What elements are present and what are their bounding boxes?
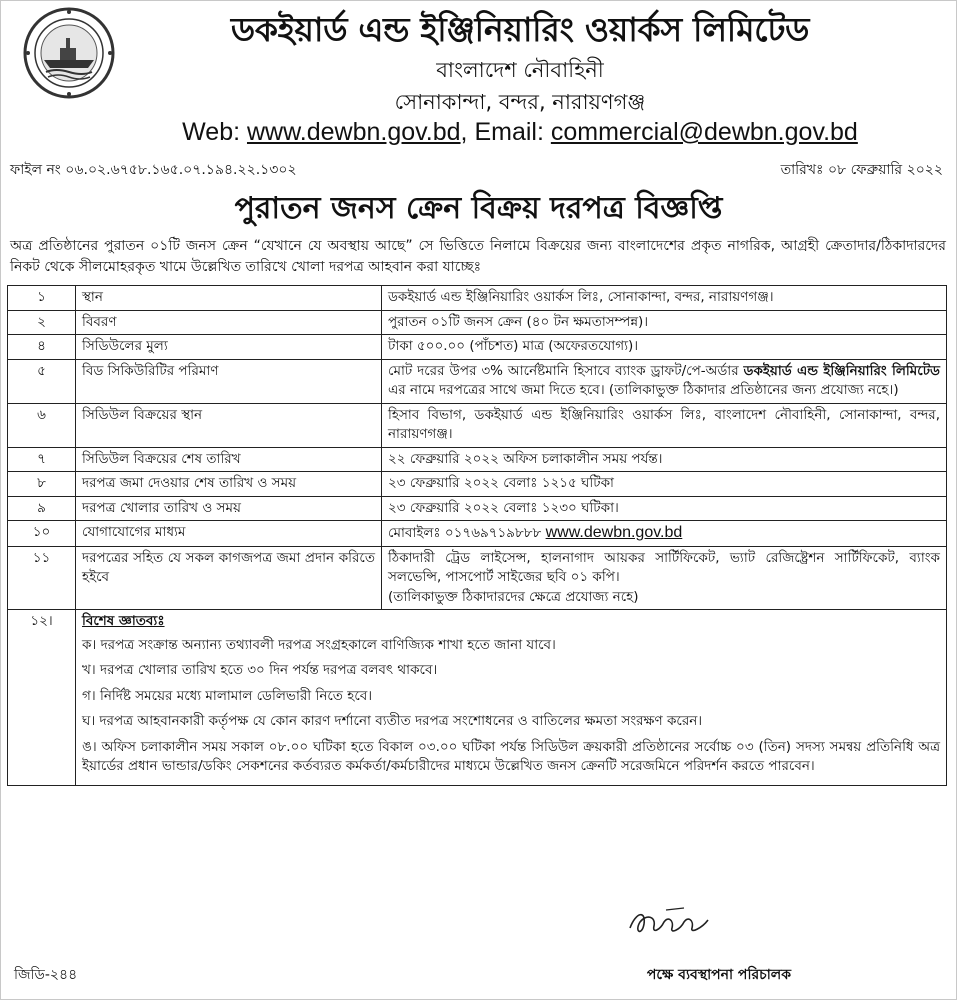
row-number: ১ [8,286,76,311]
row-number: ১০ [8,521,76,547]
row-label: সিডিউল বিক্রয়ের স্থান [76,403,382,447]
table-row [8,286,947,311]
table-row [8,403,947,447]
row-label: যোগাযোগের মাধ্যম [76,521,382,547]
notice-title: পুরাতন জনস ক্রেন বিক্রয় দরপত্র বিজ্ঞপ্তি [234,191,723,226]
special-note-item: খ। দরপত্র খোলার তারিখ হতে ৩০ দিন পর্যন্ত দরপত্র বলবৎ থাকবে। [82,662,438,678]
row-number: ৫ [8,359,76,403]
row-number: ৪ [8,335,76,360]
row-label: দরপত্র জমা দেওয়ার শেষ তারিখ ও সময় [76,472,382,497]
signature [626,906,726,942]
table-row [8,335,947,360]
email-label: , Email: [460,118,551,146]
row-value: হিসাব বিভাগ, ডকইয়ার্ড এন্ড ইঞ্জিনিয়ারিং ওয়ার্কস লিঃ, বাংলাদেশ নৌবাহিনী, সোনাকান্দা, বন্দর, নারায়ণগঞ্জ। [382,403,947,447]
row-number: ৯ [8,496,76,521]
row-label: সিডিউলের মুল্য [76,335,382,360]
row-number: ৮ [8,472,76,497]
gd-number: জিডি-২৪৪ [14,967,78,983]
row-label: স্থান [76,286,382,311]
table-row [8,310,947,335]
row-value: ২৩ ফেব্রুয়ারি ২০২২ বেলাঃ ১২১৫ ঘটিকা [382,472,947,497]
dockyard-logo [22,6,116,100]
row-label: দরপত্র খোলার তারিখ ও সময় [76,496,382,521]
email-link[interactable]: commercial@dewbn.gov.bd [550,118,858,146]
row-label: সিডিউল বিক্রয়ের শেষ তারিখ [76,447,382,472]
special-notes-row [8,610,947,786]
row-number: ৭ [8,447,76,472]
table-row [8,521,947,547]
file-number: ফাইল নং ০৬.০২.৬৭৫৮.১৬৫.০৭.১৯৪.২২.১৩০২ [10,162,297,178]
row-number: ৬ [8,403,76,447]
row-number: ১১ [8,546,76,610]
table-row [8,496,947,521]
row-value: ২৩ ফেব্রুয়ারি ২০২২ বেলাঃ ১২৩০ ঘটিকা। [382,496,947,521]
special-notes-cell [76,610,947,786]
special-note-item: ঙ। অফিস চলাকালীন সময় সকাল ০৮.০০ ঘটিকা হতে বিকাল ০৩.০০ ঘটিকা পর্যন্ত সিডিউল ক্রয়কারী প্রতিষ্ঠানের সর্বোচ্চ ০৩ (তিন) সদস্য সমন্বয় প্রতিনিধি অত্র ইয়ার্ডের প্রধান ভান্ডার/ডকিং সেকশনের কর্তব্যরত কর্মকর্তা/কর্মচারীদের মাধ্যমে উল্লেখিত জনস ক্রেনটি সরেজমিনে পরিদর্শন করতে পারবেন। [82,738,940,774]
row-value: পুরাতন ০১টি জনস ক্রেন (৪০ টন ক্ষমতাসম্পন্ন)। [382,310,947,335]
bid-security-text-end: এর নামে দরপত্রের সাথে জমা দিতে হবে। (তালিকাভুক্ত ঠিকাদার প্রতিষ্ঠানের জন্য প্রযোজ্য নহে।) [388,382,899,398]
special-note-item: ক। দরপত্র সংক্রান্ত অন্যান্য তথ্যাবলী দরপত্র সংগ্রহকালে বাণিজ্যিক শাখা হতে জানা যাবে। [82,636,556,653]
row-value: টাকা ৫০০.০০ (পাঁচশত) মাত্র (অফেরতযোগ্য)। [382,335,947,360]
required-documents-note: (তালিকাভুক্ত ঠিকাদারদের ক্ষেত্রে প্রযোজ্য নহে) [388,588,639,605]
mobile-number: মোবাইলঃ ০১৭৬৯৭১৯৮৮৮ [388,525,546,541]
table-row [8,447,947,472]
intro-paragraph: অত্র প্রতিষ্ঠানের পুরাতন ০১টি জনস ক্রেন “যেখানে যে অবস্থায় আছে” সে ভিত্তিতে নিলামে বিক্রয়ের জন্য বাংলাদেশের প্রকৃত নাগরিক, আগ্রহী ক্রেতাদার/ঠিকাদারদের নিকট থেকে সীলমোহরকৃত খামে উল্লেখিত তারিখে খোলা দরপত্র আহবান করা যাচ্ছেঃ [10,238,946,275]
bid-security-text: মোট দরের উপর ৩% আর্নেষ্টমানি হিসাবে ব্যাংক ড্রাফট/পে-অর্ডার [388,362,744,379]
web-label: Web: [182,118,247,146]
organization-address: সোনাকান্দা, বন্দর, নারায়ণগঞ্জ [394,90,646,114]
organization-parent: বাংলাদেশ নৌবাহিনী [436,58,604,82]
row-label: দরপত্রের সহিত যে সকল কাগজপত্র জমা প্রদান করিতে হইবে [76,546,382,610]
row-number: ২ [8,310,76,335]
row-value [382,546,947,610]
website-link[interactable]: www.dewbn.gov.bd [246,118,461,146]
notice-date: তারিখঃ ০৮ ফেব্রুয়ারি ২০২২ [780,162,943,178]
tender-details-table [7,285,947,786]
organization-name: ডকইয়ার্ড এন্ড ইঞ্জিনিয়ারিং ওয়ার্কস লিমিটেড [230,10,810,49]
special-note-item: ঘ। দরপত্র আহবানকারী কর্তৃপক্ষ যে কোন কারণ দর্শানো ব্যতীত দরপত্র সংশোধনের ও বাতিলের ক্ষমতা সংরক্ষণ করেন। [82,713,703,729]
table-row [8,546,947,610]
row-value: ডকইয়ার্ড এন্ড ইঞ্জিনিয়ারিং ওয়ার্কস লিঃ, সোনাকান্দা, বন্দর, নারায়ণগঞ্জ। [382,286,947,311]
row-label: বিড সিকিউরিটির পরিমাণ [76,359,382,403]
row-value: ২২ ফেব্রুয়ারি ২০২২ অফিস চলাকালীন সময় পর্যন্ত। [382,447,947,472]
row-value [382,359,947,403]
table-row [8,472,947,497]
contact-website-link[interactable]: www.dewbn.gov.bd [545,524,683,541]
required-documents: ঠিকাদারী ট্রেড লাইসেন্স, হালনাগাদ আয়কর সার্টিফিকেট, ভ্যাট রেজিষ্ট্রেশন সার্টিফিকেট, ব্যাংক সলভেন্সি, পাসপোর্ট সাইজের ছবি ০১ কপি। [388,549,940,585]
row-label: বিবরণ [76,310,382,335]
special-note-item: গ। নির্দিষ্ট সময়ের মধ্যে মালামাল ডেলিভারী নিতে হবে। [82,687,373,704]
payee-name: ডকইয়ার্ড এন্ড ইঞ্জিনিয়ারিং লিমিটেড [743,362,940,379]
special-notes-heading: বিশেষ জ্ঞাতব্যঃ [82,613,165,629]
signatory-title: পক্ষে ব্যবস্থাপনা পরিচালক [646,967,791,983]
contact-line [120,118,920,147]
table-row [8,359,947,403]
row-value [382,521,947,547]
row-number: ১২। [8,610,76,786]
